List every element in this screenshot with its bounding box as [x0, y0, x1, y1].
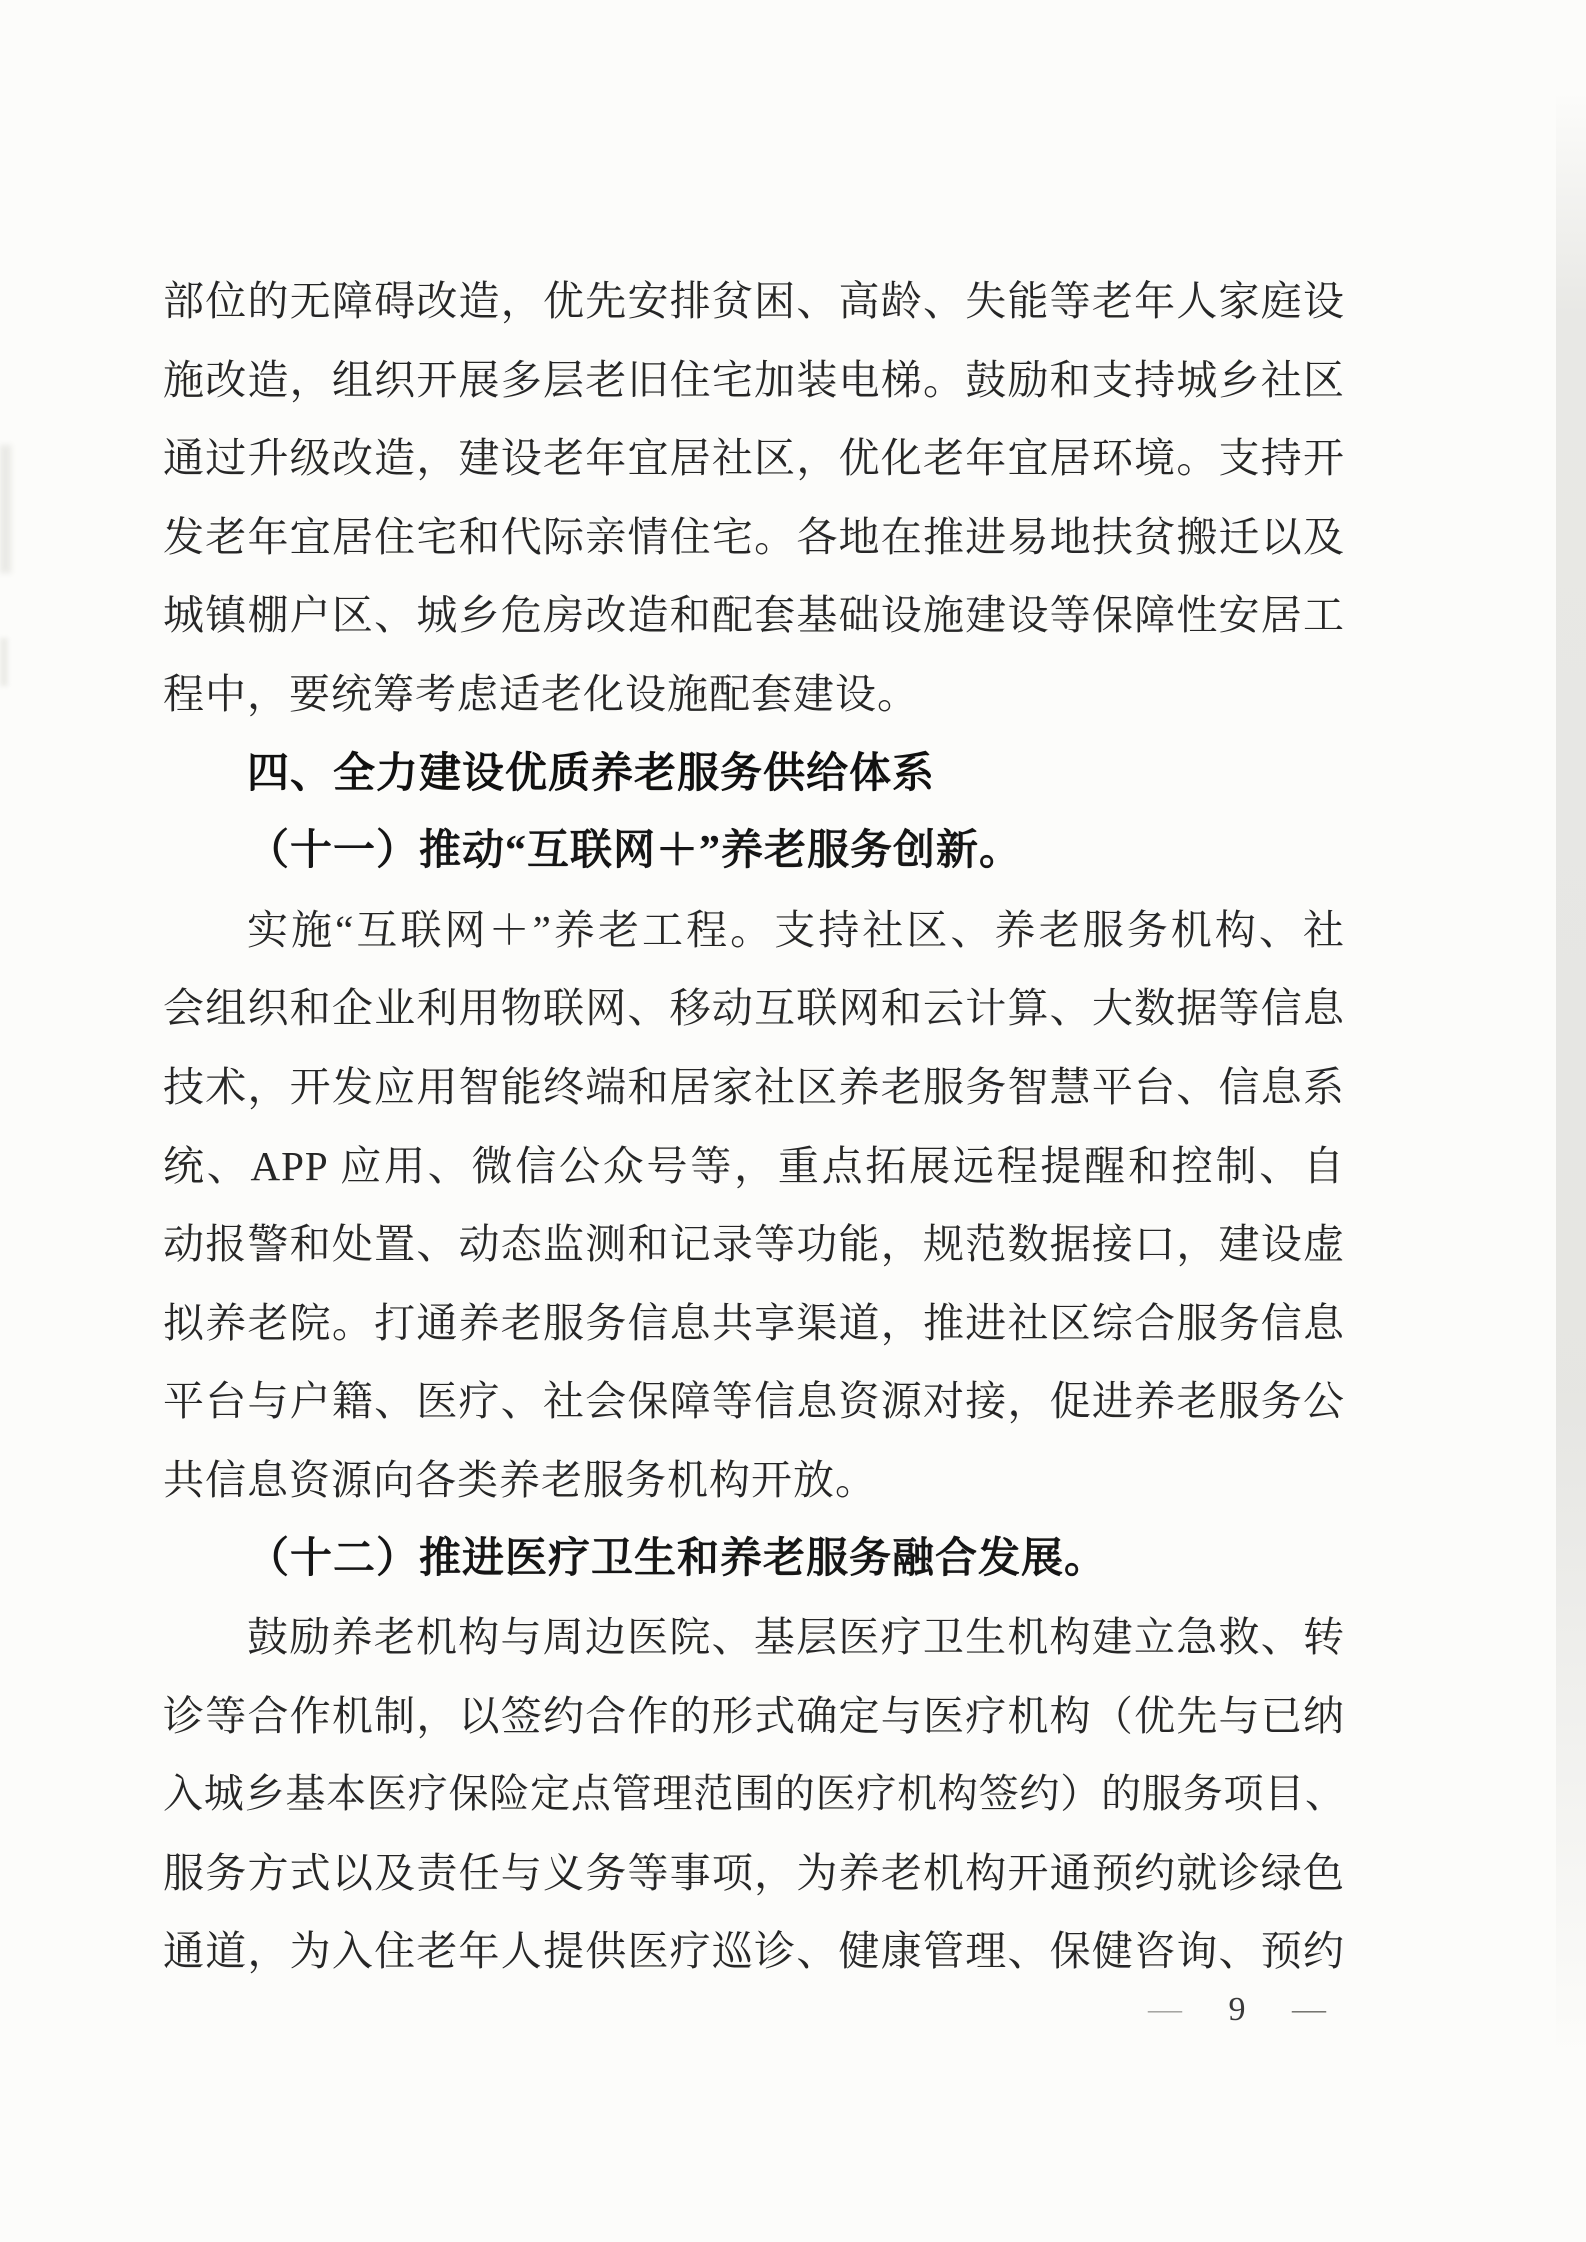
text-line: 部位的无障碍改造，优先安排贫困、高龄、失能等老年人家庭设 [163, 278, 1345, 324]
subsection-heading: （十一）推动“互联网＋”养老服务创新。 [247, 828, 1023, 875]
section-heading: 四、全力建设优质养老服务供给体系 [247, 748, 936, 796]
text-line: 施改造，组织开展多层老旧住宅加装电梯。鼓励和支持城乡社区 [163, 356, 1345, 403]
text-line: 发老年宜居住宅和代际亲情住宅。各地在推进易地扶贫搬迁以及 [163, 513, 1345, 560]
text-line: 实施“互联网＋”养老工程。支持社区、养老服务机构、社 [247, 906, 1345, 953]
text-line: 会组织和企业利用物联网、移动互联网和云计算、大数据等信息 [163, 985, 1345, 1032]
text-line: 统、APP 应用、微信公众号等，重点拓展远程提醒和控制、自 [163, 1142, 1345, 1189]
text-line: 通过升级改造，建设老年宜居社区，优化老年宜居环境。支持开 [163, 435, 1345, 482]
text-line: 通道，为入住老年人提供医疗巡诊、健康管理、保健咨询、预约 [163, 1928, 1345, 1975]
subsection-heading: （十二）推进医疗卫生和养老服务融合发展。 [247, 1535, 1108, 1582]
scan-edge-shadow [1556, 0, 1586, 2242]
text-line: 服务方式以及责任与义务等事项，为养老机构开通预约就诊绿色 [163, 1849, 1345, 1896]
text-line: 诊等合作机制，以签约合作的形式确定与医疗机构（优先与已纳 [163, 1692, 1345, 1739]
text-line: 共信息资源向各类养老服务机构开放。 [163, 1456, 877, 1503]
text-line: 动报警和处置、动态监测和记录等功能，规范数据接口，建设虚 [163, 1221, 1345, 1268]
text-line: 技术，开发应用智能终端和居家社区养老服务智慧平台、信息系 [163, 1063, 1345, 1110]
page-number-dash-left: — [1148, 1994, 1182, 2025]
text-line: 鼓励养老机构与周边医院、基层医疗卫生机构建立急救、转 [247, 1614, 1345, 1661]
page-number-dash-right: — [1292, 1994, 1326, 2025]
text-line: 程中，要统筹考虑适老化设施配套建设。 [163, 670, 919, 717]
scan-smudge [0, 638, 8, 686]
text-line: 平台与户籍、医疗、社会保障等信息资源对接，促进养老服务公 [163, 1378, 1345, 1425]
text-line: 城镇棚户区、城乡危房改造和配套基础设施建设等保障性安居工 [163, 592, 1345, 639]
page-number [1148, 1985, 1326, 2035]
scan-smudge [0, 445, 11, 573]
text-line: 入城乡基本医疗保险定点管理范围的医疗机构签约）的服务项目、 [163, 1771, 1345, 1817]
text-line: 拟养老院。打通养老服务信息共享渠道，推进社区综合服务信息 [163, 1299, 1345, 1346]
document-text [163, 262, 1345, 1991]
page-number-value: 9 [1228, 1991, 1246, 2028]
